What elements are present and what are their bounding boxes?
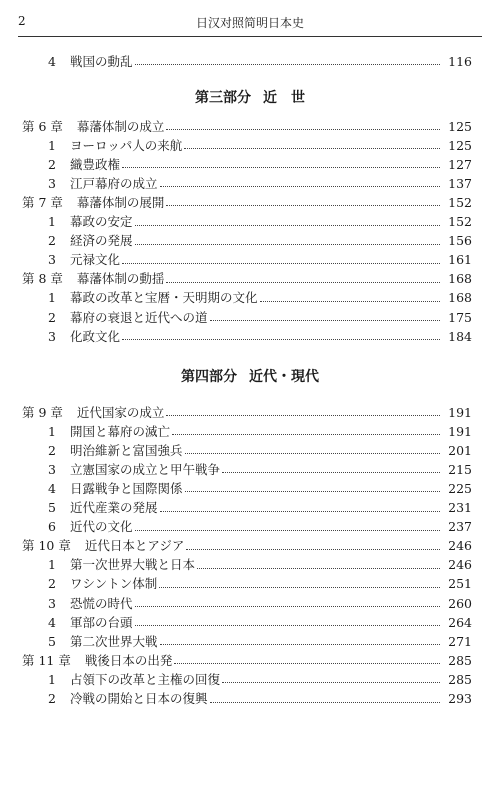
toc-section-row xyxy=(0,591,500,610)
dot-leader xyxy=(222,471,440,473)
part-label: 第三部分 xyxy=(195,90,251,106)
dot-leader xyxy=(122,262,440,264)
section-title: 幕府の衰退と近代への道 xyxy=(70,309,208,325)
section-number: 2 xyxy=(48,233,56,249)
section-title: 日露戦争と国際関係 xyxy=(70,480,183,496)
section-number: 2 xyxy=(48,309,56,325)
dot-leader xyxy=(222,681,440,683)
section-number: 4 xyxy=(48,614,56,630)
dot-leader xyxy=(135,624,440,626)
dot-leader xyxy=(135,63,440,65)
page-ref: 264 xyxy=(448,614,472,630)
toc-section-row xyxy=(0,305,500,324)
section-title: 近代産業の発展 xyxy=(70,500,158,515)
dot-leader xyxy=(166,414,440,416)
section-title: 経済の発展 xyxy=(70,233,133,249)
chapter-title: 戦後日本の出発 xyxy=(84,652,173,668)
chapter-label: 第 6 章 xyxy=(22,118,63,134)
page-ref: 191 xyxy=(448,423,472,439)
section-title: 戦国の動乱 xyxy=(70,53,133,69)
section-title: 明治維新と富国強兵 xyxy=(70,442,183,458)
dot-leader xyxy=(122,338,440,340)
section-number: 1 xyxy=(48,137,56,153)
section-number: 4 xyxy=(48,53,56,69)
page-ref: 225 xyxy=(448,480,472,496)
page-ref: 116 xyxy=(448,53,472,69)
toc-chapter-row xyxy=(0,400,500,419)
toc-section-row xyxy=(0,496,500,515)
toc-section-row xyxy=(0,152,500,171)
running-title: 日汉对照简明日本史 xyxy=(195,16,304,30)
page-ref: 246 xyxy=(448,538,472,554)
toc-section-row xyxy=(0,553,500,572)
chapter-title: 近代国家の成立 xyxy=(76,404,165,420)
toc-chapter-row xyxy=(0,114,500,133)
page-ref: 125 xyxy=(448,137,472,153)
section-number: 4 xyxy=(48,480,56,496)
part-heading xyxy=(0,366,500,386)
page-ref: 152 xyxy=(448,194,472,210)
page-number: 2 xyxy=(18,14,26,28)
dot-leader xyxy=(135,243,440,245)
dot-leader xyxy=(159,586,440,588)
section-number: 1 xyxy=(48,423,56,439)
section-title: 立憲国家の成立と甲午戦争 xyxy=(70,461,221,477)
section-number: 6 xyxy=(48,519,56,535)
page-ref: 231 xyxy=(448,500,472,515)
part-title: 近 世 xyxy=(263,90,305,106)
dot-leader xyxy=(160,643,440,645)
dot-leader xyxy=(197,567,440,569)
section-number: 1 xyxy=(48,290,56,306)
chapter-title: 幕藩体制の展開 xyxy=(76,194,165,210)
page-ref: 161 xyxy=(448,252,472,268)
chapter-label: 第 9 章 xyxy=(22,404,63,420)
dot-leader xyxy=(122,166,440,168)
toc-section-row xyxy=(0,324,500,343)
toc-section-row xyxy=(0,286,500,305)
dot-leader xyxy=(160,185,440,187)
page-ref: 168 xyxy=(448,271,472,287)
toc-section-row xyxy=(0,229,500,248)
toc-chapter-row xyxy=(0,648,500,667)
part-heading xyxy=(0,87,500,107)
toc-section-row xyxy=(0,515,500,534)
toc-section-row xyxy=(0,457,500,476)
chapter-label: 第 7 章 xyxy=(22,194,63,210)
section-title: 化政文化 xyxy=(70,328,121,344)
page-ref: 260 xyxy=(448,595,472,611)
toc-section-row xyxy=(0,629,500,648)
section-number: 3 xyxy=(48,595,56,611)
page-ref: 137 xyxy=(448,175,472,191)
section-number: 3 xyxy=(48,252,56,268)
chapter-label: 第 8 章 xyxy=(22,271,63,287)
dot-leader xyxy=(210,319,440,321)
section-title: 恐慌の時代 xyxy=(70,595,133,611)
section-number: 2 xyxy=(48,576,56,592)
dot-leader xyxy=(210,701,440,703)
part-title: 近代・現代 xyxy=(249,369,319,385)
page-ref: 175 xyxy=(448,309,472,325)
toc-section-row xyxy=(0,476,500,495)
section-title: 第二次世界大戦 xyxy=(70,633,158,649)
page-ref: 127 xyxy=(448,156,472,172)
page-ref: 168 xyxy=(448,290,472,306)
toc-section-row xyxy=(0,438,500,457)
section-number: 3 xyxy=(48,328,56,344)
dot-leader xyxy=(135,605,440,607)
toc-section-row xyxy=(0,667,500,686)
section-title: 織豊政権 xyxy=(70,156,121,172)
dot-leader xyxy=(166,204,440,206)
toc-section-row xyxy=(0,572,500,591)
dot-leader xyxy=(174,662,440,664)
toc-chapter-row xyxy=(0,267,500,286)
page-ref: 156 xyxy=(448,233,472,249)
page-ref: 246 xyxy=(448,557,472,573)
section-title: 第一次世界大戦と日本 xyxy=(70,557,196,573)
section-number: 2 xyxy=(48,156,56,172)
dot-leader xyxy=(186,548,440,550)
dot-leader xyxy=(135,529,440,531)
section-title: 占領下の改革と主権の回復 xyxy=(70,671,221,687)
toc-section-row xyxy=(0,419,500,438)
section-title: 幕政の安定 xyxy=(70,214,133,229)
page-ref: 237 xyxy=(448,519,472,535)
section-number: 1 xyxy=(48,214,56,229)
toc-section-row xyxy=(0,687,500,706)
section-title: ワシントン体制 xyxy=(70,576,158,592)
toc-section-row xyxy=(0,210,500,229)
section-title: 近代の文化 xyxy=(70,519,133,535)
dot-leader xyxy=(160,510,440,512)
chapter-title: 幕藩体制の動揺 xyxy=(76,271,165,287)
section-number: 1 xyxy=(48,671,56,687)
page-ref: 271 xyxy=(448,633,472,649)
section-number: 2 xyxy=(48,691,56,706)
section-title: 幕政の改革と宝暦・天明期の文化 xyxy=(70,290,258,306)
toc-section-row xyxy=(0,248,500,267)
dot-leader xyxy=(166,281,440,283)
section-number: 5 xyxy=(48,500,56,515)
section-title: ヨーロッパ人の来航 xyxy=(70,137,183,153)
page-ref: 285 xyxy=(448,671,472,687)
toc-section-row xyxy=(0,49,500,68)
section-number: 1 xyxy=(48,557,56,573)
toc-section-row xyxy=(0,171,500,190)
dot-leader xyxy=(185,490,440,492)
dot-leader xyxy=(135,224,440,226)
section-title: 冷戦の開始と日本の復興 xyxy=(70,691,208,706)
page-ref: 152 xyxy=(448,214,472,229)
page-ref: 293 xyxy=(448,691,472,706)
section-number: 3 xyxy=(48,461,56,477)
toc-section-row xyxy=(0,133,500,152)
toc-chapter-row xyxy=(0,534,500,553)
chapter-label: 第 10 章 xyxy=(22,538,71,554)
toc-section-row xyxy=(0,610,500,629)
section-title: 軍部の台頭 xyxy=(70,614,133,630)
section-number: 5 xyxy=(48,633,56,649)
section-number: 2 xyxy=(48,442,56,458)
dot-leader xyxy=(185,452,440,454)
dot-leader xyxy=(260,300,440,302)
page-ref: 125 xyxy=(448,118,472,134)
chapter-title: 近代日本とアジア xyxy=(84,538,185,554)
dot-leader xyxy=(166,128,440,130)
dot-leader xyxy=(184,147,440,149)
part-label: 第四部分 xyxy=(181,369,237,385)
section-title: 開国と幕府の滅亡 xyxy=(70,423,171,439)
chapter-label: 第 11 章 xyxy=(22,652,71,668)
page-ref: 201 xyxy=(448,442,472,458)
toc-chapter-row xyxy=(0,190,500,209)
section-title: 江戸幕府の成立 xyxy=(70,175,158,191)
dot-leader xyxy=(172,433,440,435)
chapter-title: 幕藩体制の成立 xyxy=(76,118,165,134)
page-ref: 285 xyxy=(448,652,472,668)
page-ref: 184 xyxy=(448,328,472,344)
page-ref: 251 xyxy=(448,576,472,592)
page-header xyxy=(18,10,482,37)
section-title: 元禄文化 xyxy=(70,252,121,268)
section-number: 3 xyxy=(48,175,56,191)
page-ref: 191 xyxy=(448,404,472,420)
page-ref: 215 xyxy=(448,461,472,477)
